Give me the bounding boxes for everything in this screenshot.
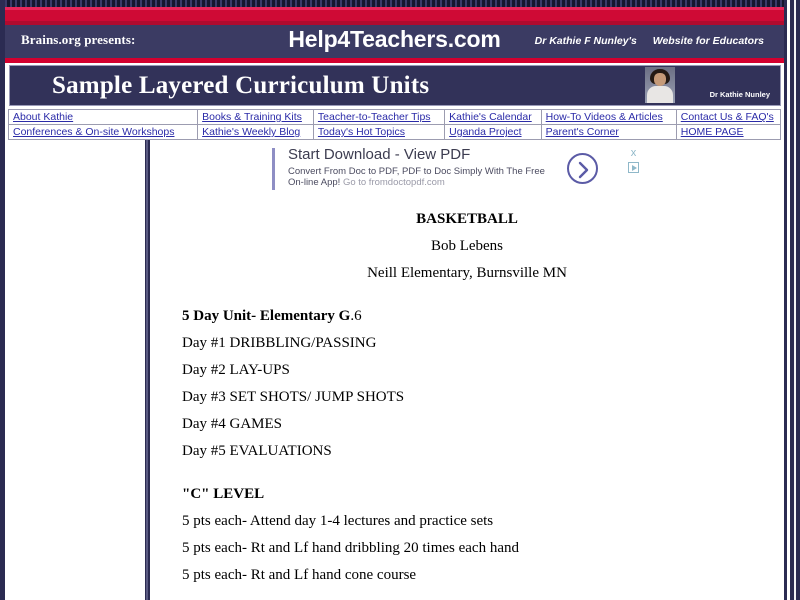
- nav-link-kathies-calendar[interactable]: Kathie's Calendar: [449, 111, 532, 123]
- left-sidebar-column: [5, 140, 145, 600]
- photo-face: [654, 73, 666, 86]
- tagline-descriptor: Website for Educators: [652, 35, 764, 47]
- nav-cell-kathies-weekly-blog[interactable]: [198, 125, 314, 140]
- adchoices-triangle-icon[interactable]: [628, 162, 639, 173]
- right-page-border: [784, 0, 800, 600]
- brains-org-presents-label: Brains.org presents:: [21, 32, 136, 47]
- nav-link-teacher-to-teacher-tips[interactable]: Teacher-to-Teacher Tips: [317, 111, 431, 123]
- site-tagline: [535, 35, 764, 47]
- nav-row-2: [9, 125, 781, 140]
- close-icon[interactable]: x: [630, 147, 637, 159]
- nav-link-home-page[interactable]: HOME PAGE: [680, 126, 744, 138]
- lesson-school: Neill Elementary, Burnsville MN: [367, 265, 567, 281]
- ad-controls: [628, 148, 642, 173]
- ad-description-line-1: Convert From Doc to PDF, PDF to Doc Simply With The Free: [288, 166, 545, 177]
- nav-link-books-training-kits[interactable]: Books & Training Kits: [202, 111, 302, 123]
- ad-description-line-2-text: On-line App!: [288, 177, 341, 188]
- nav-link-parents-corner[interactable]: Parent's Corner: [545, 126, 619, 138]
- tagline-owner: Dr Kathie F Nunley's: [534, 35, 637, 47]
- brand-bar: [5, 25, 784, 58]
- lesson-unit-bold: 5 Day Unit- Elementary G: [182, 308, 351, 324]
- nav-cell-home-page[interactable]: [676, 125, 780, 140]
- nav-link-uganda-project[interactable]: Uganda Project: [449, 126, 522, 138]
- lesson-unit-rest: .6: [350, 308, 362, 324]
- nav-table: [8, 109, 781, 140]
- masthead: [5, 0, 784, 67]
- nav-link-about-kathie[interactable]: About Kathie: [13, 111, 74, 123]
- title-plate: [9, 65, 781, 106]
- right-border-line-3: [796, 0, 800, 600]
- ad-accent-bar: [272, 148, 275, 190]
- page-title: Sample Layered Curriculum Units: [52, 72, 430, 99]
- nav-link-contact-us-faqs[interactable]: Contact Us & FAQ's: [680, 111, 774, 123]
- spacer-before-level: [150, 465, 784, 481]
- nav-cell-how-to-videos-articles[interactable]: [541, 110, 676, 125]
- chevron-right-icon[interactable]: [567, 153, 598, 184]
- nav-cell-parents-corner[interactable]: [541, 125, 676, 140]
- right-border-line-1: [784, 0, 787, 600]
- lesson-day-5: Day #5 EVALUATIONS: [182, 443, 332, 459]
- nav-cell-conferences-workshops[interactable]: [9, 125, 198, 140]
- lesson-level-item-3: 5 pts each- Rt and Lf hand cone course: [182, 567, 417, 583]
- main-navigation: [8, 109, 781, 140]
- lesson-level-heading: "C" LEVEL: [182, 486, 265, 502]
- masthead-tick-band: [5, 0, 784, 7]
- lesson-level-item-2: 5 pts each- Rt and Lf hand dribbling 20 times each hand: [182, 540, 519, 556]
- photo-caption: Dr Kathie Nunley: [709, 90, 770, 99]
- nav-row-1: [9, 110, 781, 125]
- main-content-column: [150, 140, 784, 600]
- masthead-stripe-upper: [5, 10, 784, 21]
- nav-link-conferences-workshops[interactable]: Conferences & On-site Workshops: [13, 126, 175, 138]
- nav-cell-books-training-kits[interactable]: [198, 110, 314, 125]
- lesson-unit-line: [150, 303, 784, 330]
- nav-cell-uganda-project[interactable]: [445, 125, 542, 140]
- nav-cell-teacher-to-teacher-tips[interactable]: [313, 110, 444, 125]
- lesson-level-item-1: 5 pts each- Attend day 1-4 lectures and practice sets: [182, 513, 494, 529]
- column-divider-highlight: [146, 140, 148, 600]
- lesson-day-2: Day #2 LAY-UPS: [182, 362, 290, 378]
- kathie-nunley-photo: [645, 67, 675, 103]
- nav-cell-todays-hot-topics[interactable]: [313, 125, 444, 140]
- lesson-document: [150, 206, 784, 589]
- nav-cell-kathies-calendar[interactable]: [445, 110, 542, 125]
- title-plate-wrapper: [5, 63, 784, 108]
- ad-description-line-2: [288, 177, 445, 188]
- lesson-day-1: Day #1 DRIBBLING/PASSING: [182, 335, 377, 351]
- photo-body: [647, 86, 673, 103]
- ad-destination-url: Go to fromdoctopdf.com: [342, 177, 445, 188]
- lesson-sport-title: BASKETBALL: [416, 211, 518, 227]
- nav-cell-contact-us-faqs[interactable]: [676, 110, 780, 125]
- nav-cell-about-kathie[interactable]: [9, 110, 198, 125]
- nav-link-how-to-videos-articles[interactable]: How-To Videos & Articles: [545, 111, 663, 123]
- ad-headline[interactable]: Start Download - View PDF: [288, 146, 471, 163]
- advertisement-banner[interactable]: [272, 145, 662, 193]
- spacer-after-heading: [150, 287, 784, 303]
- left-page-border: [0, 0, 5, 600]
- lesson-day-3: Day #3 SET SHOTS/ JUMP SHOTS: [182, 389, 405, 405]
- nav-link-kathies-weekly-blog[interactable]: Kathie's Weekly Blog: [202, 126, 301, 138]
- column-divider: [145, 140, 150, 600]
- lesson-author: Bob Lebens: [430, 238, 504, 254]
- lesson-day-4: Day #4 GAMES: [182, 416, 282, 432]
- site-title[interactable]: Help4Teachers.com: [288, 26, 501, 52]
- nav-link-todays-hot-topics[interactable]: Today's Hot Topics: [317, 126, 405, 138]
